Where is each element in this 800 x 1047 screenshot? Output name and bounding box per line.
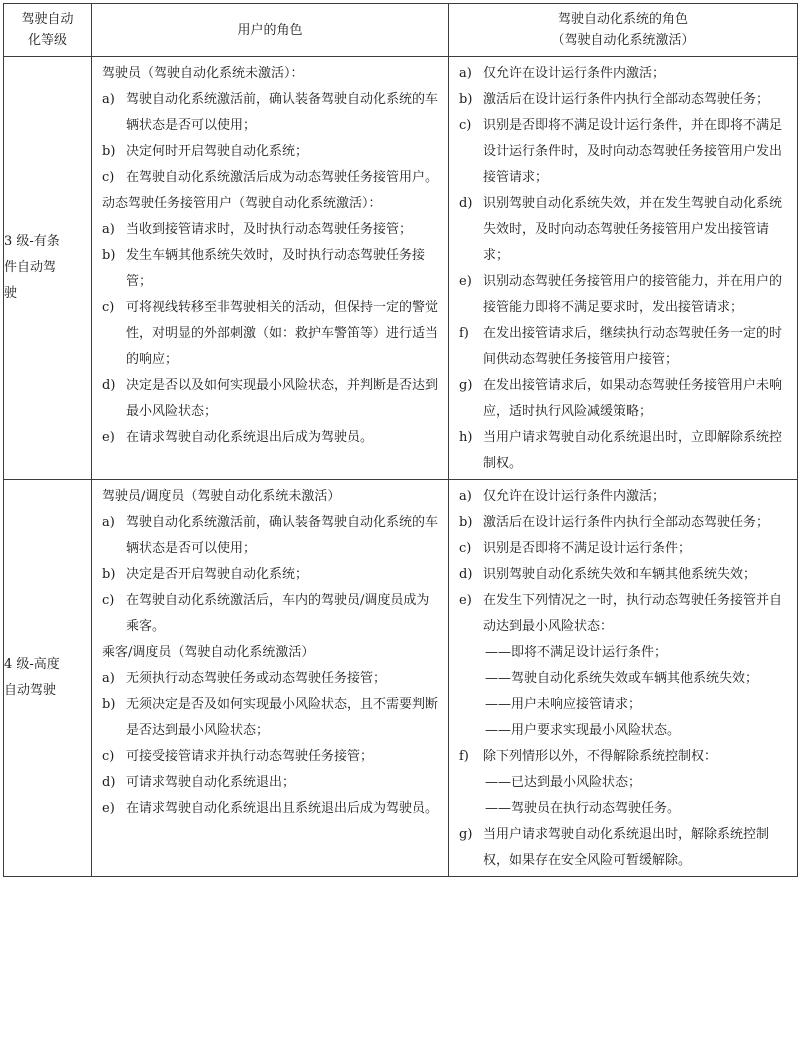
group-title: 驾驶员/调度员（驾驶自动化系统未激活） [102,489,341,504]
level-4-line-1: 4 级-高度 [4,657,60,672]
level-3-line-2: 件自动驾 [4,260,57,275]
group-title: 动态驾驶任务接管用户（驾驶自动化系统激活）： [102,196,382,211]
list-item: b) 无须决定是否及如何实现最小风险状态，且不需要判断是否达到最小风险状态； [102,697,439,738]
group-title: 乘客/调度员（驾驶自动化系统激活） [102,645,315,660]
list-item: c) 可将视线转移至非驾驶相关的活动，但保持一定的警觉性，对明显的外部刺激（如：救护车警笛等）进行适当的响应； [102,300,439,367]
list-item: a) 当收到接管请求时，及时执行动态驾驶任务接管； [102,222,413,237]
list-item: g) 在发出接管请求后，如果动态驾驶任务接管用户未响应，适时执行风险减缓策略； [459,378,783,419]
level-4-system-role-cell [449,480,798,877]
level-3-line-1: 3 级-有条 [4,234,60,249]
header-level-line-1: 驾驶自动 [21,12,74,27]
table-row-level-3 [4,57,798,480]
level-4-cell [4,480,92,877]
list-item: d) 可请求驾驶自动化系统退出； [102,775,296,790]
list-item: a) 仅允许在设计运行条件内激活； [459,489,666,504]
sub-item: ——用户未响应接管请求； [485,697,642,712]
level-3-line-3: 驶 [4,286,18,301]
sub-item: ——驾驶员在执行动态驾驶任务。 [485,801,681,816]
autonomy-levels-table [3,3,798,877]
list-item: g) 当用户请求驾驶自动化系统退出时，解除系统控制权，如果存在安全风险可暂缓解除。 [459,827,770,868]
list-item: c) 在驾驶自动化系统激活后，车内的驾驶员/调度员成为乘客。 [102,593,430,634]
header-system-line-1: 驾驶自动化系统的角色 [557,12,688,27]
table-row-level-4 [4,480,798,877]
list-item: h) 当用户请求驾驶自动化系统退出时，立即解除系统控制权。 [459,430,783,471]
level-4-user-role-cell [92,480,449,877]
table-header-row [4,4,798,57]
list-item: a) 驾驶自动化系统激活前，确认装备驾驶自动化系统的车辆状态是否可以使用； [102,92,439,133]
header-system-line-2: （驾驶自动化系统激活） [551,33,695,48]
list-item: a) 无须执行动态驾驶任务或动态驾驶任务接管； [102,671,387,686]
list-item: c) 在驾驶自动化系统激活后成为动态驾驶任务接管用户。 [102,170,439,185]
level-4-line-2: 自动驾驶 [4,683,57,698]
header-level [4,4,92,57]
sub-item: ——用户要求实现最小风险状态。 [485,723,681,738]
group-title: 驾驶员（驾驶自动化系统未激活）： [102,66,304,81]
list-item: e) 在发生下列情况之一时，执行动态驾驶任务接管并自动达到最小风险状态： [459,593,783,634]
list-item: e) 在请求驾驶自动化系统退出且系统退出后成为驾驶员。 [102,801,439,816]
sub-item: ——已达到最小风险状态； [485,775,642,790]
list-item: c) 识别是否即将不满足设计运行条件； [459,541,692,556]
list-item: f) 在发出接管请求后，继续执行动态驾驶任务一定的时间供动态驾驶任务接管用户接管； [459,326,783,367]
header-user-role: 用户的角色 [92,4,449,57]
list-item: e) 在请求驾驶自动化系统退出后成为驾驶员。 [102,430,374,445]
list-item: a) 驾驶自动化系统激活前，确认装备驾驶自动化系统的车辆状态是否可以使用； [102,515,439,556]
list-item: e) 识别动态驾驶任务接管用户的接管能力，并在用户的接管能力即将不满足要求时，发出接管请求； [459,274,783,315]
list-item: c) 识别是否即将不满足设计运行条件，并在即将不满足设计运行条件时，及时向动态驾驶任务接管用户发出接管请求； [459,118,783,185]
list-item: b) 决定何时开启驾驶自动化系统； [102,144,309,159]
list-item: b) 激活后在设计运行条件内执行全部动态驾驶任务； [459,515,770,530]
list-item: b) 决定是否开启驾驶自动化系统； [102,567,309,582]
level-3-system-role-cell [449,57,798,480]
list-item: f) 除下列情形以外，不得解除系统控制权： [459,749,718,764]
sub-item: ——即将不满足设计运行条件； [485,645,668,660]
list-item: d) 识别驾驶自动化系统失效，并在发生驾驶自动化系统失效时，及时向动态驾驶任务接管用户发出接管请求； [459,196,783,263]
list-item: b) 激活后在设计运行条件内执行全部动态驾驶任务； [459,92,770,107]
level-3-cell [4,57,92,480]
list-item: d) 决定是否以及如何实现最小风险状态，并判断是否达到最小风险状态； [102,378,439,419]
list-item: a) 仅允许在设计运行条件内激活； [459,66,666,81]
list-item: b) 发生车辆其他系统失效时，及时执行动态驾驶任务接管； [102,248,426,289]
header-system-role [449,4,798,57]
list-item: c) 可接受接管请求并执行动态驾驶任务接管； [102,749,374,764]
sub-item: ——驾驶自动化系统失效或车辆其他系统失效； [485,671,759,686]
header-level-line-2: 化等级 [27,33,67,48]
level-3-user-role-cell [92,57,449,480]
list-item: d) 识别驾驶自动化系统失效和车辆其他系统失效； [459,567,757,582]
